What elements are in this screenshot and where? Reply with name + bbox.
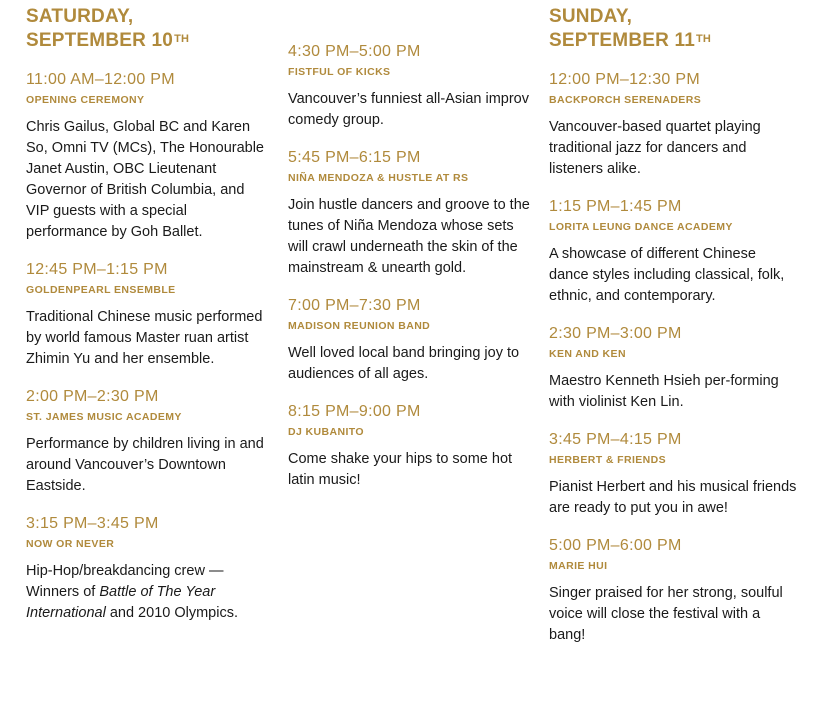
event-time: 12:45 PM–1:15 PM — [26, 261, 168, 278]
sunday-heading-line1: SUNDAY, — [549, 6, 633, 27]
event-nina-mendoza — [288, 148, 533, 279]
sunday-heading — [549, 5, 799, 53]
event-description: Traditional Chinese music performed by world famous Master ruan artist Zhimin Yu and her ensemble. — [26, 309, 263, 367]
event-goldenpearl — [26, 260, 271, 370]
event-opening-ceremony — [26, 70, 271, 243]
event-performer: OPENING CEREMONY — [26, 94, 145, 106]
event-performer: NOW OR NEVER — [26, 538, 115, 550]
event-marie-hui — [549, 536, 799, 646]
saturday-heading-line2: SEPTEMBER 10 — [26, 30, 174, 51]
event-description: Performance by children living in and around Vancouver’s Downtown Eastside. — [26, 436, 264, 494]
event-description: A showcase of different Chinese dance styles including classical, folk, ethnic, and contemporary. — [549, 246, 785, 304]
sunday-column — [549, 0, 799, 646]
event-description: Singer praised for her strong, soulful voice will close the festival with a bang! — [549, 585, 783, 643]
event-time: 3:15 PM–3:45 PM — [26, 515, 159, 532]
event-time: 11:00 AM–12:00 PM — [26, 71, 175, 88]
event-description: Hip-Hop/breakdancing crew —Winners of Battle of The Year International and 2010 Olympics. — [26, 563, 238, 621]
event-performer: MARIE HUI — [549, 560, 608, 572]
event-time: 3:45 PM–4:15 PM — [549, 431, 682, 448]
event-time: 5:00 PM–6:00 PM — [549, 537, 682, 554]
event-performer: LORITA LEUNG DANCE ACADEMY — [549, 221, 733, 233]
sunday-heading-line2: SEPTEMBER 11 — [549, 30, 696, 51]
event-performer: DJ KUBANITO — [288, 426, 364, 438]
event-performer: MADISON REUNION BAND — [288, 320, 431, 332]
event-lorita-leung — [549, 197, 799, 307]
event-madison-reunion — [288, 296, 533, 385]
event-st-james — [26, 387, 271, 497]
saturday-heading-line1: SATURDAY, — [26, 6, 134, 27]
event-performer: FISTFUL OF KICKS — [288, 66, 391, 78]
event-performer: GOLDENPEARL ENSEMBLE — [26, 284, 176, 296]
event-now-or-never — [26, 514, 271, 624]
event-herbert — [549, 430, 799, 519]
event-ken-and-ken — [549, 324, 799, 413]
saturday-heading — [26, 5, 271, 53]
event-backporch — [549, 70, 799, 180]
saturday-heading-suffix: TH — [174, 33, 190, 45]
saturday-column-2 — [288, 0, 533, 491]
event-time: 5:45 PM–6:15 PM — [288, 149, 421, 166]
event-description: Maestro Kenneth Hsieh per-forming with violinist Ken Lin. — [549, 373, 779, 410]
event-performer: NIÑA MENDOZA & HUSTLE AT RS — [288, 172, 469, 184]
event-performer: HERBERT & FRIENDS — [549, 454, 667, 466]
event-time: 1:15 PM–1:45 PM — [549, 198, 682, 215]
event-time: 2:00 PM–2:30 PM — [26, 388, 159, 405]
event-description: Come shake your hips to some hot latin music! — [288, 451, 513, 488]
event-description: Chris Gailus, Global BC and Karen So, Omni TV (MCs), The Honourable Janet Austin, OBC Lieutenant Governor of British Columbia, and VIP guests with a special performance by Goh Ballet. — [26, 119, 264, 240]
event-description: Join hustle dancers and groove to the tunes of Niña Mendoza whose sets will crawl underneath the skin of the mainstream & unearth gold. — [288, 197, 530, 276]
event-time: 12:00 PM–12:30 PM — [549, 71, 700, 88]
saturday-column-1 — [26, 0, 271, 624]
event-description: Vancouver-based quartet playing traditional jazz for dancers and listeners alike. — [549, 119, 761, 177]
sunday-heading-suffix: TH — [696, 33, 712, 45]
event-time: 2:30 PM–3:00 PM — [549, 325, 682, 342]
event-fistful-of-kicks — [288, 42, 533, 131]
event-title-italic: Battle of The Year International — [26, 584, 216, 621]
event-time: 4:30 PM–5:00 PM — [288, 43, 421, 60]
event-description: Vancouver’s funniest all-Asian improv comedy group. — [288, 91, 529, 128]
event-description: Well loved local band bringing joy to audiences of all ages. — [288, 345, 520, 382]
event-performer: KEN AND KEN — [549, 348, 626, 360]
event-time: 7:00 PM–7:30 PM — [288, 297, 421, 314]
event-performer: BACKPORCH SERENADERS — [549, 94, 702, 106]
event-description: Pianist Herbert and his musical friends are ready to put you in awe! — [549, 479, 797, 516]
event-performer: ST. JAMES MUSIC ACADEMY — [26, 411, 182, 423]
event-time: 8:15 PM–9:00 PM — [288, 403, 421, 420]
event-dj-kubanito — [288, 402, 533, 491]
